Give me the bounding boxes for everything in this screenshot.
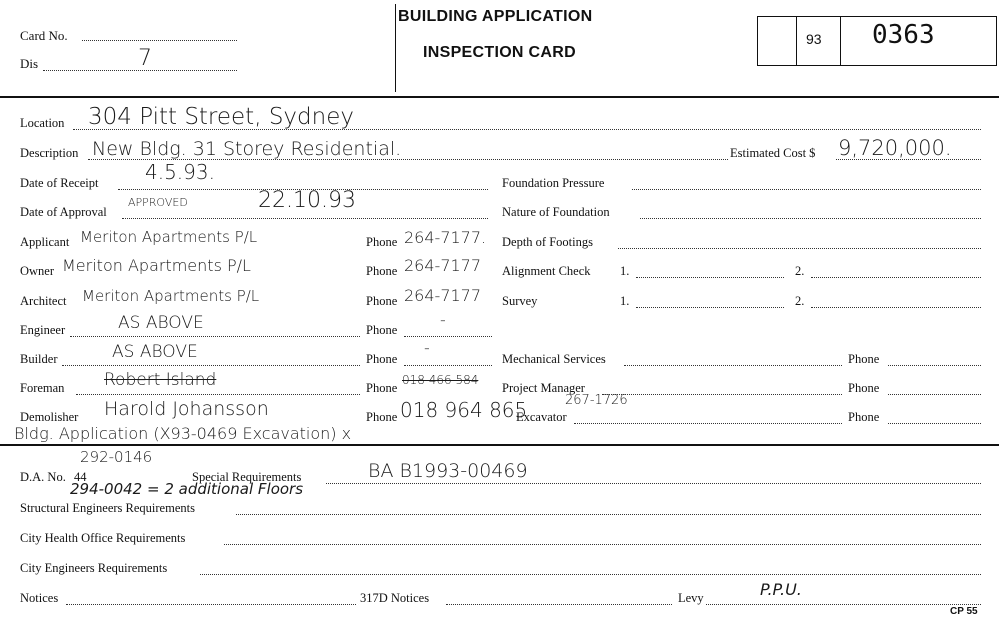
builder-line <box>62 365 360 366</box>
foreman-phone-label: Phone <box>366 381 398 395</box>
levy-label: Levy <box>678 591 704 605</box>
alignment-n1: 1. <box>620 264 630 278</box>
notices-line <box>66 604 356 605</box>
form-code: CP 55 <box>950 606 978 617</box>
depth-footings-label: Depth of Footings <box>502 235 593 249</box>
survey-n2: 2. <box>795 294 805 308</box>
survey-n1: 1. <box>620 294 630 308</box>
demolisher-label: Demolisher <box>20 410 79 424</box>
architect-phone-label: Phone <box>366 294 398 308</box>
title-line-1: BUILDING APPLICATION <box>398 8 593 25</box>
engineer-label: Engineer <box>20 323 66 337</box>
date-approval-line <box>122 218 488 219</box>
card-no-label: Card No. <box>20 28 68 43</box>
project-manager-label: Project Manager <box>502 381 585 395</box>
owner-label: Owner <box>20 264 55 278</box>
estimated-cost-value: 9,720,000. <box>838 136 952 160</box>
demolisher-phone: 018 964 865 <box>400 398 528 422</box>
card-year: 93 <box>806 31 822 47</box>
box-divider-2 <box>840 16 841 66</box>
structural-line <box>236 514 981 515</box>
applicant-label: Applicant <box>20 235 70 249</box>
engineer-phone-label: Phone <box>366 323 398 337</box>
special-requirements-line <box>326 483 981 484</box>
excavator-phone-label: Phone <box>848 410 880 424</box>
depth-footings-line <box>618 248 981 249</box>
alignment-line-1 <box>636 277 784 278</box>
estimated-cost-label: Estimated Cost $ <box>730 146 816 160</box>
date-receipt-label: Date of Receipt <box>20 176 99 190</box>
foundation-pressure-label: Foundation Pressure <box>502 176 605 190</box>
da-value: 44 <box>74 470 87 484</box>
card-no-line <box>82 40 237 41</box>
health-label: City Health Office Requirements <box>20 531 186 545</box>
date-approval-label: Date of Approval <box>20 205 107 219</box>
engineer-line <box>70 336 360 337</box>
demolisher-phone-label: Phone <box>366 410 398 424</box>
alignment-check-label: Alignment Check <box>502 264 591 278</box>
notices-317d-label: 317D Notices <box>360 591 430 605</box>
dis-label: Dis <box>20 56 39 71</box>
da-hand-2: 294-0042 = 2 additional Floors <box>70 480 304 498</box>
survey-label: Survey <box>502 294 538 308</box>
nature-foundation-label: Nature of Foundation <box>502 205 610 219</box>
foreman-phone: 018 466 584 <box>402 373 479 387</box>
title-line-2: INSPECTION CARD <box>423 44 576 61</box>
foundation-pressure-line <box>632 189 981 190</box>
demolisher-value: Harold Johansson <box>104 398 269 420</box>
engineer-phone-line <box>404 336 492 337</box>
architect-phone: 264-7177 <box>404 286 482 305</box>
location-value: 304 Pitt Street, Sydney <box>88 104 354 130</box>
levy-value: P.P.U. <box>760 580 802 599</box>
city-engineers-label: City Engineers Requirements <box>20 561 168 575</box>
project-manager-phone-line <box>888 394 981 395</box>
demolisher-extra: 267-1726 <box>565 393 628 408</box>
notices-317d-line <box>446 604 672 605</box>
middle-rule <box>0 444 999 446</box>
health-line <box>224 544 981 545</box>
applicant-phone: 264-7177. <box>404 228 487 247</box>
builder-phone-line <box>404 365 492 366</box>
owner-value: Meriton Apartments P/L <box>62 256 251 275</box>
approved-note: APPROVED <box>128 196 188 209</box>
notices-label: Notices <box>20 591 59 605</box>
owner-phone: 264-7177 <box>404 256 482 275</box>
da-hand-1: 292-0146 <box>80 448 153 466</box>
box-divider-1 <box>796 16 797 66</box>
special-requirements-value: BA B1993-00469 <box>368 460 528 482</box>
da-label: D.A. No. <box>20 470 66 484</box>
excavator-line <box>574 423 842 424</box>
foreman-line <box>76 394 360 395</box>
nature-foundation-line <box>640 218 981 219</box>
project-manager-line <box>602 394 842 395</box>
project-manager-phone-label: Phone <box>848 381 880 395</box>
application-note: Bldg. Application (X93-0469 Excavation) x <box>14 424 352 443</box>
mechanical-phone-label: Phone <box>848 352 880 366</box>
alignment-line-2 <box>811 277 981 278</box>
owner-phone-label: Phone <box>366 264 398 278</box>
builder-phone: - <box>424 338 430 357</box>
excavator-phone-line <box>888 423 981 424</box>
structural-label: Structural Engineers Requirements <box>20 501 195 515</box>
applicant-value: Meriton Apartments P/L <box>80 228 258 246</box>
foreman-label: Foreman <box>20 381 65 395</box>
dis-value: 7 <box>138 46 152 71</box>
builder-label: Builder <box>20 352 58 366</box>
mechanical-line <box>624 365 842 366</box>
city-engineers-line <box>200 574 981 575</box>
survey-line-2 <box>811 307 981 308</box>
description-value: New Bldg. 31 Storey Residential. <box>92 138 402 160</box>
applicant-phone-label: Phone <box>366 235 398 249</box>
header-rule <box>0 96 999 98</box>
special-requirements-label: Special Requirements <box>192 470 302 484</box>
location-label: Location <box>20 116 65 130</box>
foreman-value: Robert Island <box>104 370 217 390</box>
description-label: Description <box>20 146 79 160</box>
engineer-value: AS ABOVE <box>118 313 204 333</box>
date-approval-value: 22.10.93 <box>258 188 356 213</box>
date-receipt-value: 4.5.93. <box>145 160 215 184</box>
alignment-n2: 2. <box>795 264 805 278</box>
levy-line <box>706 604 981 605</box>
survey-line-1 <box>636 307 784 308</box>
excavator-label: Excavator <box>516 410 567 424</box>
engineer-phone: - <box>440 310 446 329</box>
header-divider <box>395 4 396 92</box>
builder-value: AS ABOVE <box>112 342 198 362</box>
architect-label: Architect <box>20 294 67 308</box>
mechanical-label: Mechanical Services <box>502 352 606 366</box>
card-number: 0363 <box>872 20 935 50</box>
mechanical-phone-line <box>888 365 981 366</box>
builder-phone-label: Phone <box>366 352 398 366</box>
architect-value: Meriton Apartments P/L <box>82 287 260 305</box>
